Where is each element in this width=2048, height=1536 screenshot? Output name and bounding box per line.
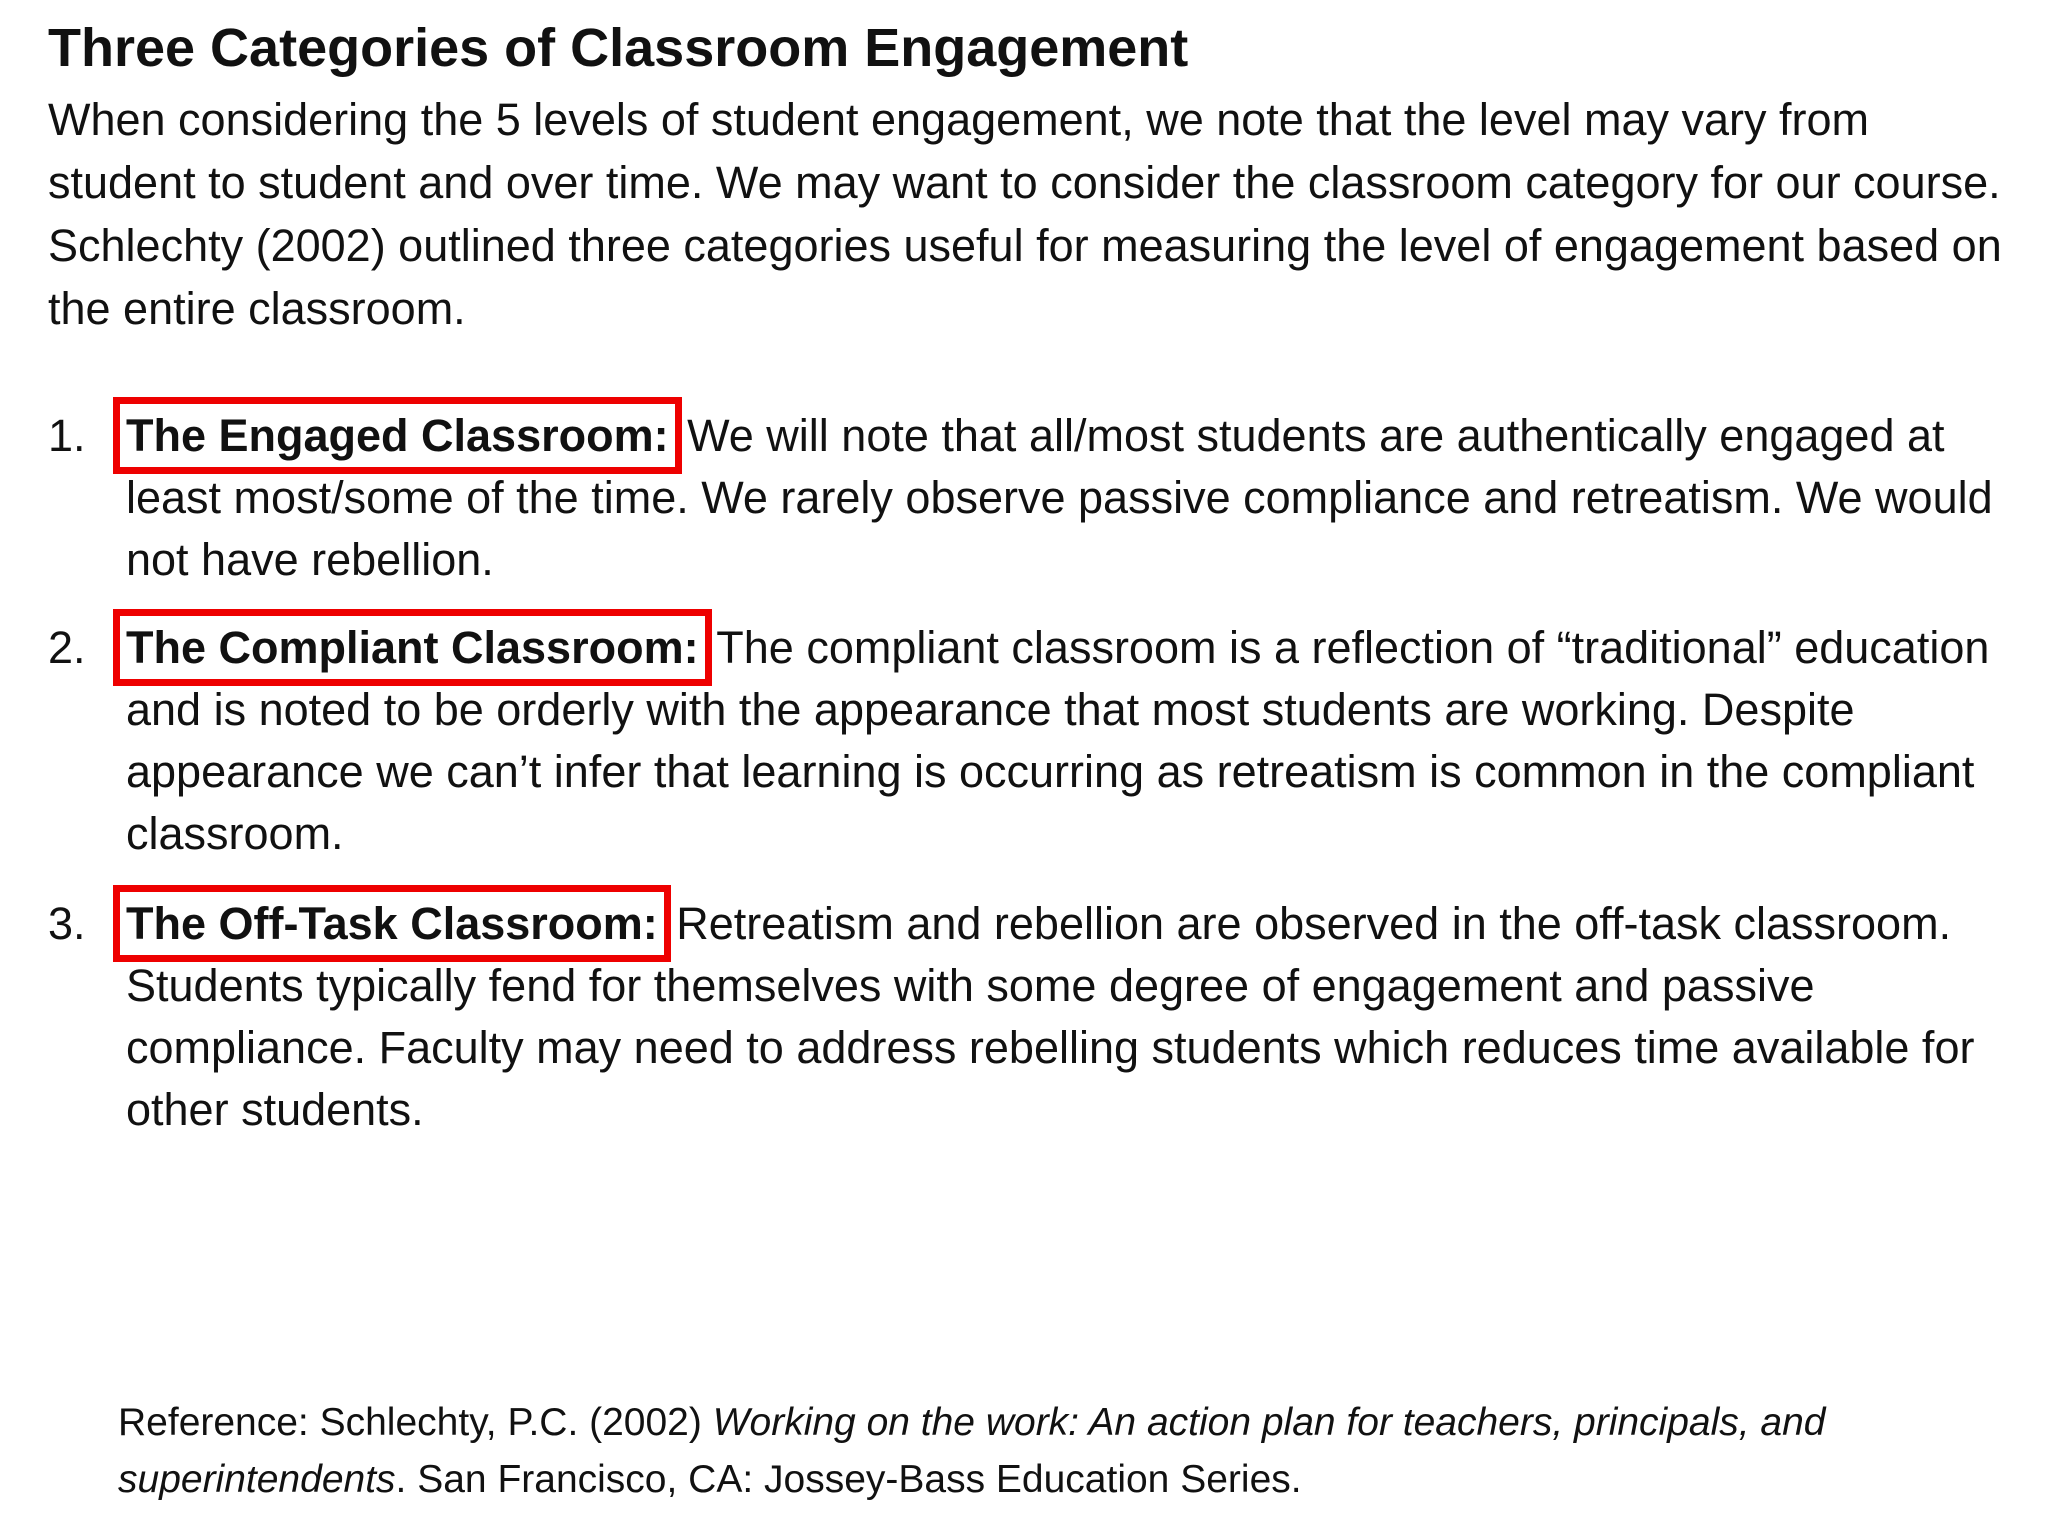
intro-paragraph: When considering the 5 levels of student engagement, we note that the level may vary from student to student and over time. We may want to consider the classroom category for our course. Schlechty (2002) outlined three categories useful for measuring the level of engagement based on the entire classroom. <box>48 94 2002 334</box>
list-item-description: The compliant classroom is a reflection of “traditional” education and is noted to be orderly with the appearance that most students are working. Despite appearance we can’t infer that learning is occurring as retreatism is common in the compliant classroom. <box>126 622 1990 859</box>
highlighted-term-compliant-classroom: The Compliant Classroom: <box>126 622 699 673</box>
list-item-description: We will note that all/most students are authentically engaged at least most/some of the time. We rarely observe passive compliance and retreatism. We would not have rebellion. <box>126 410 1993 585</box>
reference-work-title: Working on the work: An action plan for teachers, principals, and superintendents <box>118 1401 1826 1501</box>
highlighted-term-off-task-classroom: The Off-Task Classroom: <box>126 898 658 949</box>
page-title: Three Categories of Classroom Engagement <box>48 18 1189 78</box>
list-item-compliant-classroom <box>48 617 2028 865</box>
list-number: 1. <box>48 410 86 461</box>
list-item-engaged-classroom <box>48 405 2028 591</box>
reference-suffix: . San Francisco, CA: Jossey-Bass Education Series. <box>395 1458 1302 1501</box>
list-item-text <box>126 893 2026 1141</box>
list-number: 2. <box>48 622 86 673</box>
reference-citation <box>118 1394 1998 1508</box>
list-item-text <box>126 405 2026 591</box>
reference-prefix: Reference: Schlechty, P.C. (2002) <box>118 1401 713 1444</box>
list-item-description: Retreatism and rebellion are observed in the off-task classroom. Students typically fend for themselves with some degree of engagement and passive compliance. Faculty may need to address rebelling students which reduces time available for other students. <box>126 898 1975 1135</box>
list-item-text <box>126 617 2026 865</box>
list-number: 3. <box>48 898 86 949</box>
highlighted-term-engaged-classroom: The Engaged Classroom: <box>126 410 669 461</box>
list-item-off-task-classroom <box>48 893 2028 1141</box>
